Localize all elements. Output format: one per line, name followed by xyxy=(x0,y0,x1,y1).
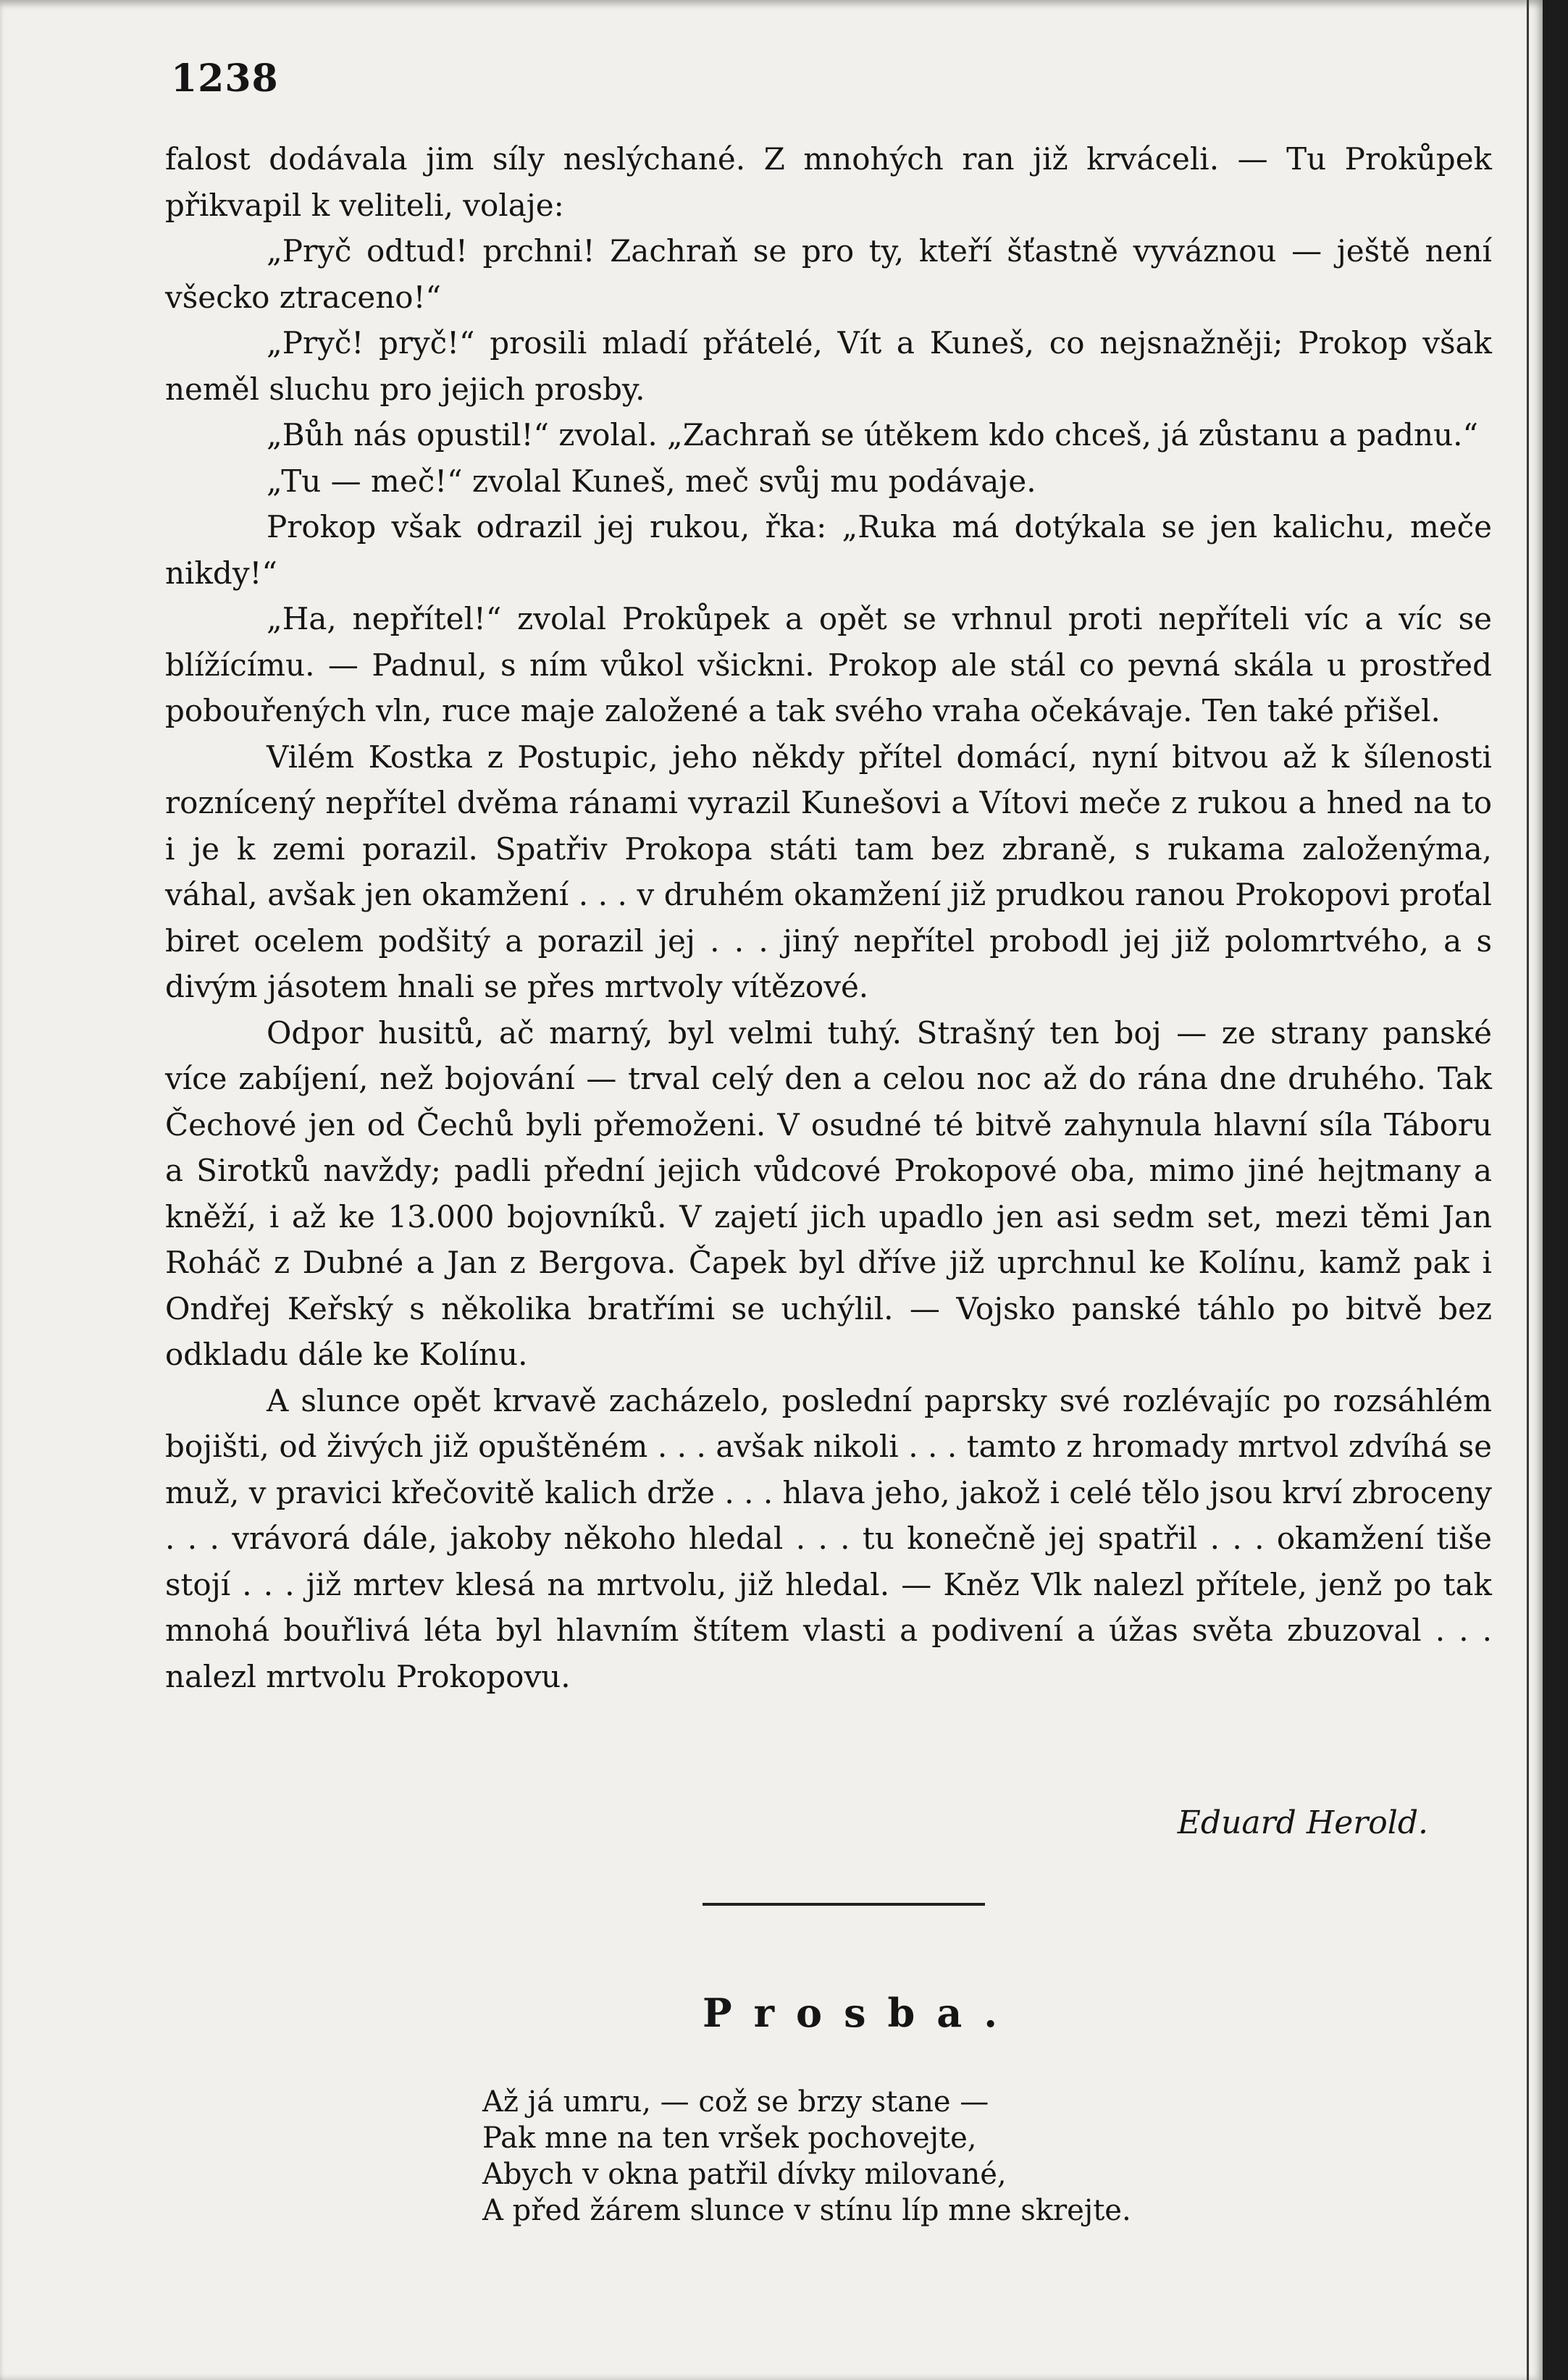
paragraph: Prokop však odrazil jej rukou, řka: „Ruka má dotýkala se jen kalichu, meče nikdy!“ xyxy=(165,509,1492,591)
poem-line: Abych v okna patřil dívky milované, xyxy=(482,2158,1007,2191)
poem xyxy=(482,2084,1131,2229)
page-edge xyxy=(1527,0,1529,2380)
page-number: 1238 xyxy=(171,56,279,101)
poem-title: Prosba. xyxy=(703,1990,1020,2036)
paragraph: „Tu — meč!“ zvolal Kuneš, meč svůj mu podávaje. xyxy=(267,463,1036,499)
paragraph: A slunce opět krvavě zacházelo, poslední paprsky své rozlévajíc po rozsáhlém bojišti, od živých již opuštěném . . . avšak nikoli . . . tamto z hromady mrtvol zdvíhá se muž, v pravici křečovitě kalich drže . . . hlava jeho, jakož i celé tělo jsou krví zbroceny . . . vrávorá dále, jakoby někoho hledal . . . tu konečně jej spatřil . . . okamžení tiše stojí . . . již mrtev klesá na mrtvolu, již hledal. — Kněz Vlk nalezl přítele, jenž po tak mnohá bouřlivá léta byl hlavním štítem vlasti a podivení a úžas světa zbuzoval . . . nalezl mrtvolu Prokopovu. xyxy=(165,1382,1492,1694)
paragraph: „Pryč! pryč!“ prosili mladí přátelé, Vít a Kuneš, co nejsnažněji; Prokop však neměl sluchu pro jejich prosby. xyxy=(165,325,1492,407)
poem-line: A před žárem slunce v stínu líp mne skrejte. xyxy=(482,2194,1131,2227)
paragraph: „Pryč odtud! prchni! Zachraň se pro ty, kteří šťastně vyváznou — ještě není všecko ztraceno!“ xyxy=(165,233,1492,315)
poem-line: Až já umru, — což se brzy stane — xyxy=(482,2085,989,2119)
poem-line: Pak mne na ten vršek pochovejte, xyxy=(482,2122,977,2155)
paragraph: Odpor husitů, ač marný, byl velmi tuhý. Strašný ten boj — ze strany panské více zabíjení, než bojování — trval celý den a celou noc až do rána dne druhého. Tak Čechové jen od Čechů byli přemoženi. V osudné té bitvě zahynula hlavní síla Táboru a Sirotků navždy; padli přední jejich vůdcové Prokopové oba, mimo jiné hejtmany a kněží, i až ke 13.000 bojovníků. V zajetí jich upadlo jen asi sedm set, mezi těmi Jan Roháč z Dubné a Jan z Bergova. Čapek byl dříve již uprchnul ke Kolínu, kamž pak i Ondřej Keřský s několika bratřími se uchýlil. — Vojsko panské táhlo po bitvě bez odkladu dále ke Kolínu. xyxy=(165,1014,1492,1372)
paragraph: falost dodávala jim síly neslýchané. Z mnohých ran již krváceli. — Tu Prokůpek přikvapil k veliteli, volaje: xyxy=(165,141,1492,223)
author-signature: Eduard Herold. xyxy=(1177,1804,1428,1841)
article-body xyxy=(165,136,1492,1699)
paragraph: „Bůh nás opustil!“ zvolal. „Zachraň se útěkem kdo chceš, já zůstanu a padnu.“ xyxy=(267,417,1478,453)
section-divider xyxy=(703,1903,985,1906)
paragraph: Vilém Kostka z Postupic, jeho někdy přítel domácí, nyní bitvou až k šílenosti roznícený nepřítel dvěma ránami vyrazil Kunešovi a Vítovi meče z rukou a hned na to i je k zemi porazil. Spatřiv Prokopa státi tam bez zbraně, s rukama založenýma, váhal, avšak jen okamžení . . . v druhém okamžení již prudkou ranou Prokopovi proťal biret ocelem podšitý a porazil jej . . . jiný nepřítel probodl jej již polomrtvého, a s divým jásotem hnali se přes mrtvoly vítězové. xyxy=(165,739,1492,1004)
paragraph: „Ha, nepřítel!“ zvolal Prokůpek a opět se vrhnul proti nepříteli víc a víc se blížícímu. — Padnul, s ním vůkol všickni. Prokop ale stál co pevná skála u prostřed pobouřených vln, ruce maje založené a tak svého vraha očekávaje. Ten také přišel. xyxy=(165,601,1492,728)
